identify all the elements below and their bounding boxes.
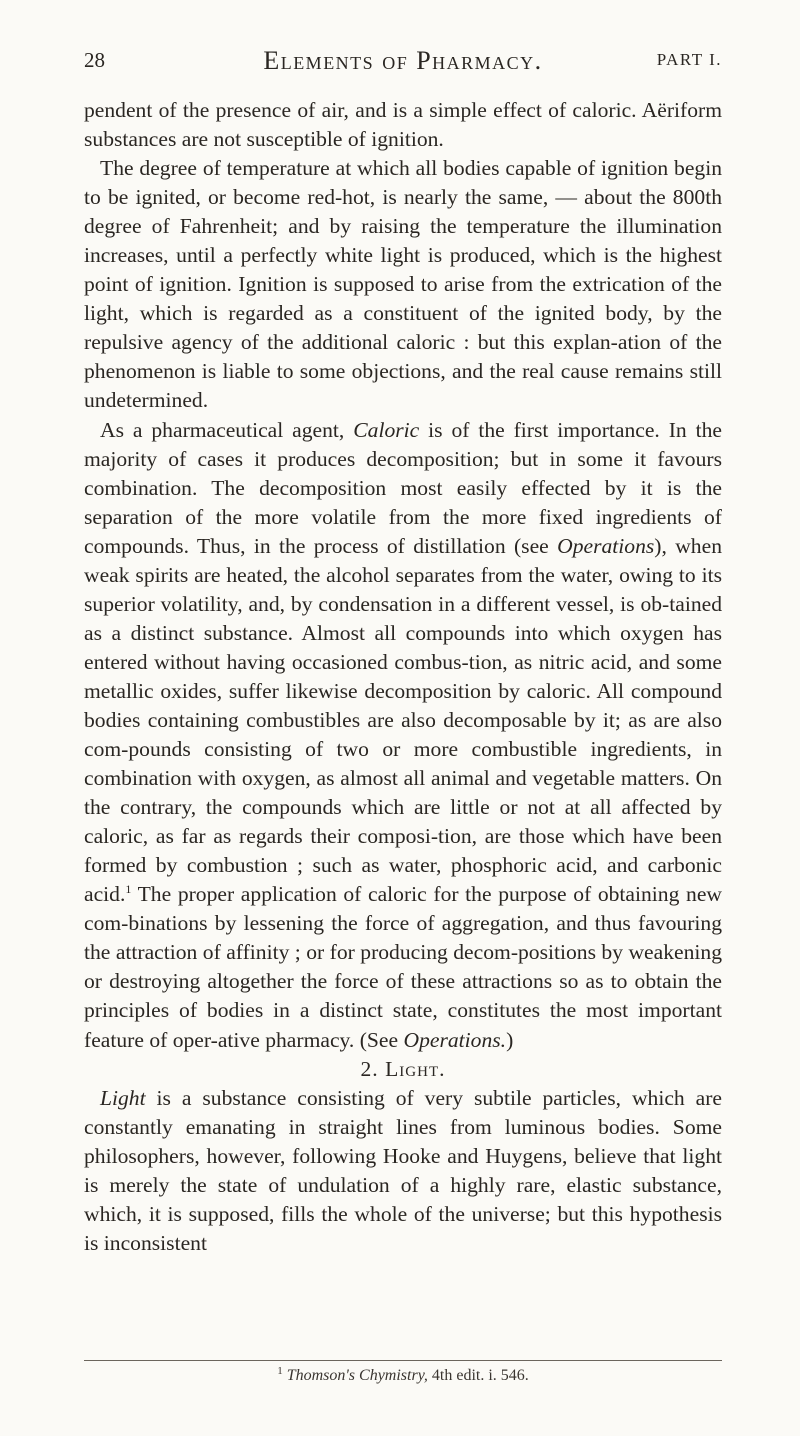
footnote-marker: 1 xyxy=(125,882,132,897)
paragraph-continuation: pendent of the presence of air, and is a simple effect of caloric. Aëriform substances are not susceptible of ignition. xyxy=(84,98,722,152)
paragraph-caloric xyxy=(84,416,722,1055)
text-run: As a pharmaceutical agent, xyxy=(100,417,354,442)
footnote-marker: 1 xyxy=(277,1365,283,1377)
cross-reference-operations: Operations. xyxy=(403,1027,507,1052)
section-heading xyxy=(84,1055,722,1084)
body-text xyxy=(84,96,722,1258)
text-run: ) xyxy=(506,1027,514,1052)
running-title: Elements of Pharmacy. xyxy=(263,46,543,75)
text-run: The proper application of caloric for the purpose of obtaining new com-binations by lessening the force of aggregation, and thus favouring the attraction of affinity ; or for producing decom-positions by weakening or destroying altogether the force of these attractions so as to obtain the principles of bodies in a distinct state, constitutes the most important feature of oper-ative pharmacy. (See xyxy=(84,882,722,1052)
paragraph-light xyxy=(84,1084,722,1258)
part-label: PART I. xyxy=(656,50,722,69)
term-light: Light xyxy=(100,1085,146,1110)
footnote xyxy=(84,1367,722,1385)
text-run: ), when weak spirits are heated, the alcohol separates from the water, owing to its superior volatility, and, by condensation in a different vessel, is ob-tained as a distinct substance. Almost all compounds into which oxygen has entered without having occasioned combus-tion, as nitric acid, and some metallic oxides, suffer likewise decomposition by caloric. All compound bodies containing combustibles are also decomposable by it; as are also com-pounds consisting of two or more combustible ingredients, in combination with oxygen, as almost all animal and vegetable matters. On the contrary, the compounds which are little or not at all affected by caloric, as far as regards their composi-tion, are those which have been formed by combustion ; such as water, phosphoric acid, and carbonic acid. xyxy=(84,533,722,907)
text-run: is of the first importance. In the majority of cases it produces decomposition; but in some it favours combination. The decomposition most easily effected by it is the separation of the more volatile from the more fixed ingredients of compounds. Thus, in the process of distillation (see xyxy=(84,417,723,558)
section-title: Light. xyxy=(385,1056,446,1081)
page-header xyxy=(84,48,722,80)
page-number: 28 xyxy=(84,48,105,72)
text-run: is a substance consisting of very subtile particles, which are constantly emanating in straight lines from luminous bodies. Some philosophers, however, following Hooke and Huygens, believe that light is merely the state of undulation of a highly rare, elastic substance, which, it is supposed, fills the whole of the universe; but this hypothesis is inconsistent xyxy=(84,1085,722,1255)
cross-reference-operations: Operations xyxy=(557,533,655,558)
term-caloric: Caloric xyxy=(353,417,420,442)
footnote-rule xyxy=(84,1360,722,1361)
paragraph-ignition: The degree of temperature at which all bodies capable of ignition begin to be ignited, or become red-hot, is nearly the same, — about the 800th degree of Fahrenheit; and by raising the temperature the illumination increases, until a perfectly white light is produced, which is the highest point of ignition. Ignition is supposed to arise from the extrication of the light, which is regarded as a constituent of the ignited body, by the repulsive agency of the additional caloric : but this explan-ation of the phenomenon is liable to some objections, and the real cause remains still undetermined. xyxy=(84,156,722,413)
footnote-detail: 4th edit. i. 546. xyxy=(427,1367,529,1384)
footnote-source: Thomson's Chymistry, xyxy=(286,1367,428,1384)
section-number: 2. xyxy=(360,1056,379,1081)
